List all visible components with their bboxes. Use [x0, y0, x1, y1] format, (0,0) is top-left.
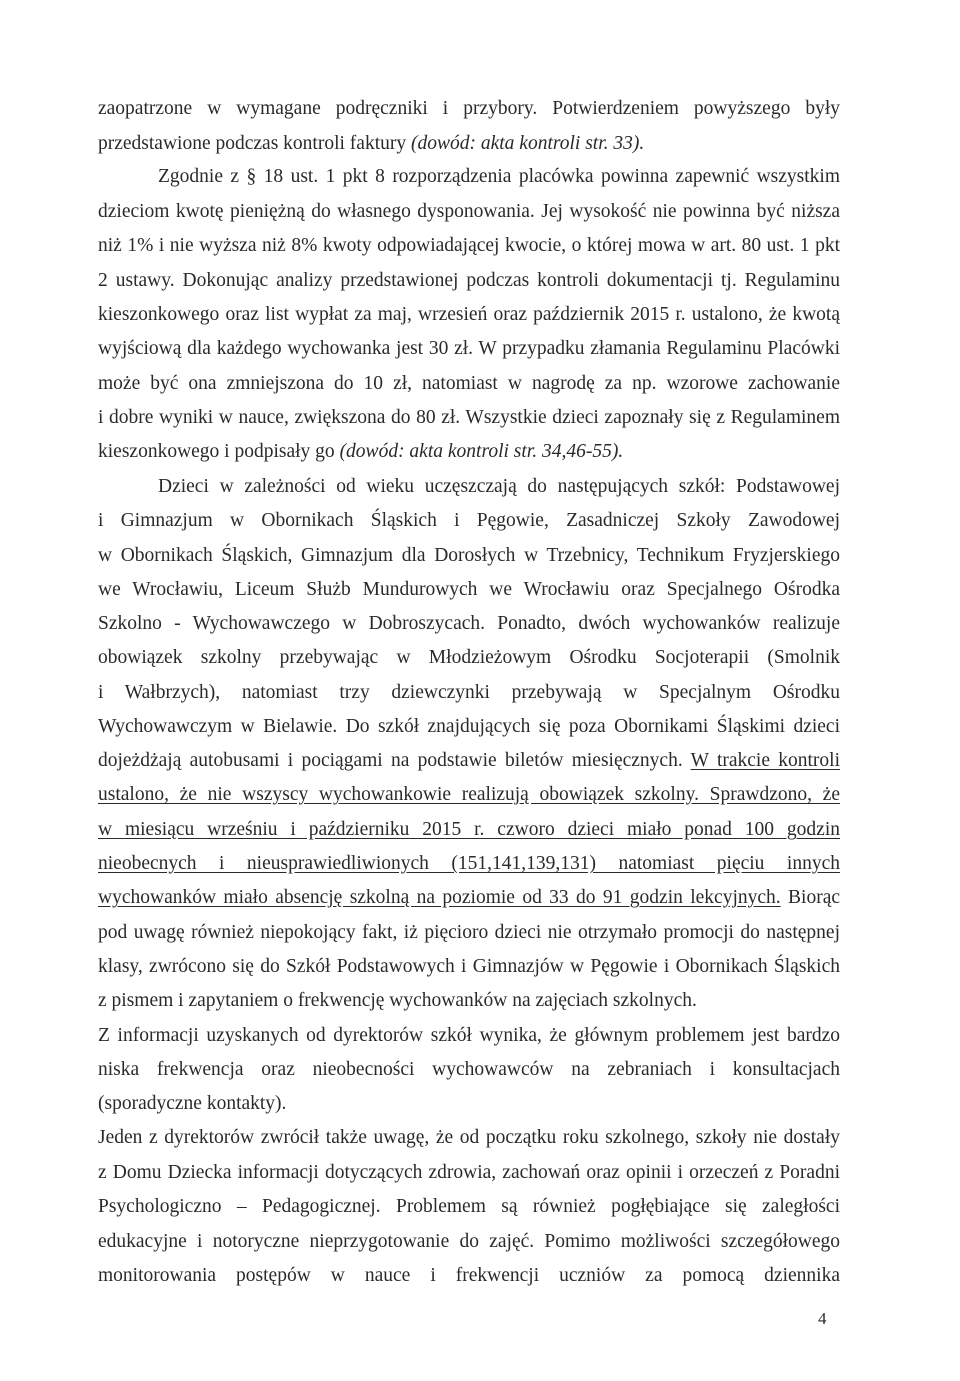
line-text: Wychowawczym w Bielawie. Do szkół znajdujących się poza Obornikami Śląskimi dzieci [98, 716, 840, 737]
text-line [98, 950, 840, 984]
text-line [98, 1190, 840, 1224]
text-line [98, 127, 840, 161]
text-line [98, 573, 840, 607]
underlined-text: ustalono, że nie wszyscy wychowankowie realizują obowiązek szkolny. Sprawdzono, że [98, 784, 840, 805]
text-line [98, 195, 840, 229]
underlined-text: wychowanków miało absencję szkolną na poziomie od 33 do 91 godzin lekcyjnych. [98, 887, 781, 908]
line-text: i dobre wyniki w nauce, zwiększona do 80 zł. Wszystkie dzieci zapoznały się z Regulaminem [98, 407, 840, 428]
page-number: 4 [818, 1309, 827, 1328]
line-text: Z informacji uzyskanych od dyrektorów szkół wynika, że głównym problemem jest bardzo [98, 1025, 840, 1046]
text-line [98, 332, 840, 366]
text-line [98, 1225, 840, 1259]
text-line [158, 470, 840, 504]
line-text: edukacyjne i notoryczne nieprzygotowanie do zajęć. Pomimo możliwości szczegółowego [98, 1231, 840, 1252]
line-text: Biorąc [780, 887, 840, 908]
text-line [98, 539, 840, 573]
text-line [98, 401, 840, 435]
underlined-text: W trakcie kontroli [690, 750, 840, 771]
line-text: kieszonkowego i podpisały go [98, 441, 340, 462]
underlined-text: nieobecnych i nieusprawiedliwionych (151,141,139,131) natomiast pięciu innych [98, 853, 840, 874]
text-line [98, 264, 840, 298]
line-text: zaopatrzone w wymagane podręczniki i przybory. Potwierdzeniem powyższego były [98, 98, 840, 119]
citation-text: (dowód: akta kontroli str. 33). [410, 133, 645, 154]
line-text: 2 ustawy. Dokonując analizy przedstawionej podczas kontroli dokumentacji tj. Regulaminu [98, 270, 840, 291]
line-text: może być ona zmniejszona do 10 zł, natomiast w nagrodę za np. wzorowe zachowanie [98, 373, 840, 394]
text-line [98, 367, 840, 401]
text-line [158, 160, 840, 194]
text-line [98, 813, 840, 847]
line-text: wyjściową dla każdego wychowanka jest 30 zł. W przypadku złamania Regulaminu Placówki [98, 338, 840, 359]
line-text: (sporadyczne kontakty). [98, 1093, 287, 1114]
text-line [98, 1121, 840, 1155]
line-text: Dzieci w zależności od wieku uczęszczają do następujących szkół: Podstawowej [158, 476, 840, 497]
text-line [98, 676, 840, 710]
line-text: i Wałbrzych), natomiast trzy dziewczynki przebywają w Specjalnym Ośrodku [98, 682, 840, 703]
text-line [98, 298, 840, 332]
line-text: dojeżdżają autobusami i pociągami na podstawie biletów miesięcznych. [98, 750, 691, 771]
text-line [98, 847, 840, 881]
line-text: klasy, zwrócono się do Szkół Podstawowych i Gimnazjów w Pęgowie i Obornikach Śląskich [98, 956, 840, 977]
text-line [98, 229, 840, 263]
citation-text: (dowód: akta kontroli str. 34,46-55). [339, 441, 624, 462]
line-text: Szkolno - Wychowawczego w Dobroszycach. Ponadto, dwóch wychowanków realizuje [98, 613, 840, 634]
underlined-text: w miesiącu wrześniu i październiku 2015 r. czworo dzieci miało ponad 100 godzin [98, 819, 840, 840]
line-text: we Wrocławiu, Liceum Służb Mundurowych we Wrocławiu oraz Specjalnego Ośrodka [98, 579, 840, 600]
line-text: niż 1% i nie wyższa niż 8% kwoty odpowiadającej kwocie, o której mowa w art. 80 ust. 1 pkt [98, 235, 840, 256]
text-line [98, 778, 840, 812]
text-line [98, 1053, 840, 1087]
line-text: przedstawione podczas kontroli faktury [98, 133, 411, 154]
line-text: obowiązek szkolny przebywając w Młodzieżowym Ośrodku Socjoterapii (Smolnik [98, 647, 840, 668]
text-line [98, 1259, 840, 1293]
line-text: z Domu Dziecka informacji dotyczących zdrowia, zachowań oraz opinii i orzeczeń z Poradni [98, 1162, 840, 1183]
line-text: Jeden z dyrektorów zwrócił także uwagę, że od początku roku szkolnego, szkoły nie dostały [98, 1127, 840, 1148]
line-text: w Obornikach Śląskich, Gimnazjum dla Dorosłych w Trzebnicy, Technikum Fryzjerskiego [98, 545, 840, 566]
text-line [98, 1156, 840, 1190]
line-text: Psychologiczno – Pedagogicznej. Problemem są również pogłębiające się zaległości [98, 1196, 840, 1217]
text-line [98, 1019, 840, 1053]
line-text: Zgodnie z § 18 ust. 1 pkt 8 rozporządzenia placówka powinna zapewnić wszystkim [158, 166, 840, 187]
text-line [98, 710, 840, 744]
text-line [98, 435, 840, 469]
text-line [98, 744, 840, 778]
text-line [98, 92, 840, 126]
line-text: z pismem i zapytaniem o frekwencję wychowanków na zajęciach szkolnych. [98, 990, 697, 1011]
line-text: dzieciom kwotę pieniężną do własnego dysponowania. Jej wysokość nie powinna być niższa [98, 201, 840, 222]
text-line [98, 984, 840, 1018]
text-line [98, 1087, 840, 1121]
text-line [98, 504, 840, 538]
line-text: monitorowania postępów w nauce i frekwencji uczniów za pomocą dziennika [98, 1265, 840, 1286]
line-text: niska frekwencja oraz nieobecności wychowawców na zebraniach i konsultacjach [98, 1059, 840, 1080]
line-text: kieszonkowego oraz list wypłat za maj, wrzesień oraz październik 2015 r. ustalono, że kwotą [98, 304, 840, 325]
line-text: i Gimnazjum w Obornikach Śląskich i Pęgowie, Zasadniczej Szkoły Zawodowej [98, 510, 840, 531]
line-text: pod uwagę również niepokojący fakt, iż pięcioro dzieci nie otrzymało promocji do następnej [98, 922, 840, 943]
text-line [98, 641, 840, 675]
text-line [98, 607, 840, 641]
text-line [98, 916, 840, 950]
text-line [98, 881, 840, 915]
